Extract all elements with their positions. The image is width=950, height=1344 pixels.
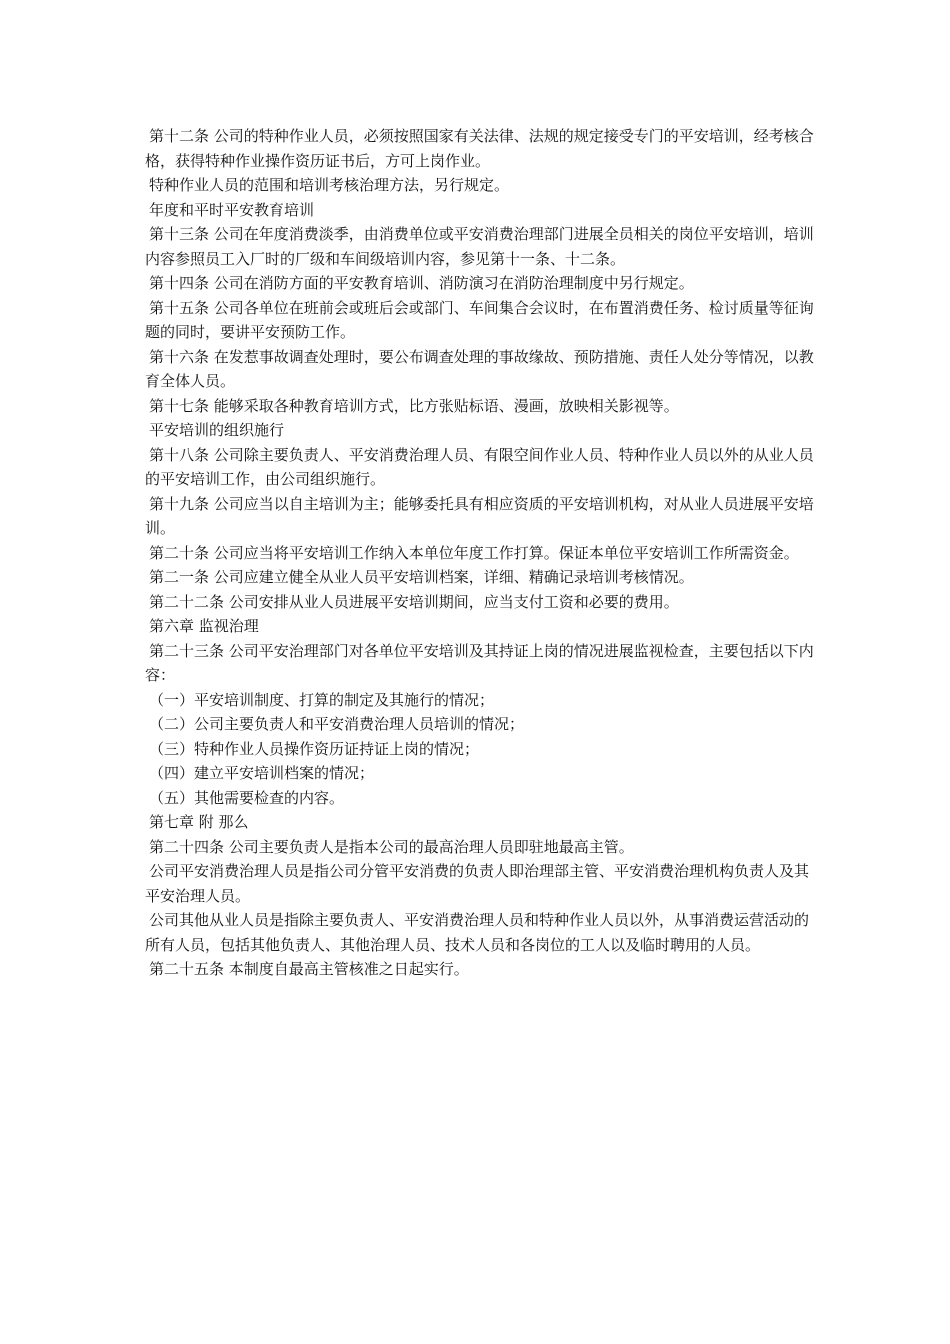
list-item-1: （一）平安培训制度、打算的制定及其施行的情况；	[149, 690, 495, 709]
paragraph-article-20: 第二十条 公司应当将平安培训工作纳入本单位年度工作打算。保证本单位平安培训工作所需资金。	[149, 543, 799, 562]
paragraph-article-24: 第二十四条 公司主要负责人是指本公司的最高治理人员即驻地最高主管。	[149, 837, 634, 856]
paragraph-article-14: 第十四条 公司在消防方面的平安教育培训、消防演习在消防治理制度中另行规定。	[149, 274, 694, 292]
paragraph-article-12: 第十二条 公司的特种作业人员，必须按照国家有关法律、法规的规定接受专门的平安培训，经考核合格，获得特种作业操作资历证书后，方可上岗作业。	[145, 127, 814, 170]
paragraph-safety-personnel-definition: 公司平安消费治理人员是指公司分管平安消费的负责人即治理部主管、平安消费治理机构负责人及其平安治理人员。	[145, 862, 810, 905]
paragraph-article-16: 第十六条 在发惹事故调查处理时，要公布调查处理的事故缘故、预防措施、责任人处分等情况，以教育全体人员。	[145, 347, 814, 390]
section-heading-training-organization: 平安培训的组织施行	[149, 421, 285, 439]
paragraph-article-21: 第二一条 公司应建立健全从业人员平安培训档案，详细、精确记录培训考核情况。	[149, 568, 694, 586]
list-item-4: （四）建立平安培训档案的情况；	[149, 764, 375, 782]
section-heading-annual-training: 年度和平时平安教育培训	[149, 200, 315, 219]
chapter-heading-6: 第六章 监视治理	[149, 617, 259, 635]
paragraph-article-23: 第二十三条 公司平安治理部门对各单位平安培训及其持证上岗的情况进展监视检查，主要包括以下内容：	[145, 641, 814, 684]
paragraph-article-22: 第二十二条 公司安排从业人员进展平安培训期间，应当支付工资和必要的费用。	[149, 592, 679, 611]
paragraph-article-13: 第十三条 公司在年度消费淡季，由消费单位或平安消费治理部门进展全员相关的岗位平安培训，培训内容参照员工入厂时的厂级和车间级培训内容，参见第十一条、十二条。	[145, 225, 814, 268]
paragraph-other-personnel-definition: 公司其他从业人员是指除主要负责人、平安消费治理人员和特种作业人员以外，从事消费运营活动的所有人员，包括其他负责人、其他治理人员、技术人员和各岗位的工人以及临时聘用的人员。	[145, 911, 810, 954]
list-item-2: （二）公司主要负责人和平安消费治理人员培训的情况；	[149, 715, 525, 733]
paragraph-special-work-scope: 特种作业人员的范围和培训考核治理方法，另行规定。	[149, 176, 510, 194]
paragraph-article-17: 第十七条 能够采取各种教育培训方式，比方张贴标语、漫画，放映相关影视等。	[149, 396, 679, 415]
paragraph-article-15: 第十五条 公司各单位在班前会或班后会或部门、车间集合会议时，在布置消费任务、检讨质量等征询题的同时，要讲平安预防工作。	[145, 298, 814, 341]
paragraph-article-25: 第二十五条 本制度自最高主管核准之日起实行。	[149, 960, 469, 978]
document-body	[145, 124, 815, 982]
list-item-3: （三）特种作业人员操作资历证持证上岗的情况；	[149, 739, 480, 758]
paragraph-article-19: 第十九条 公司应当以自主培训为主；能够委托具有相应资质的平安培训机构，对从业人员进展平安培训。	[145, 494, 814, 537]
list-item-5: （五）其他需要检查的内容。	[149, 788, 345, 807]
chapter-heading-7: 第七章 附 那么	[149, 813, 249, 831]
paragraph-article-18: 第十八条 公司除主要负责人、平安消费治理人员、有限空间作业人员、特种作业人员以外的从业人员的平安培训工作，由公司组织施行。	[145, 445, 814, 488]
